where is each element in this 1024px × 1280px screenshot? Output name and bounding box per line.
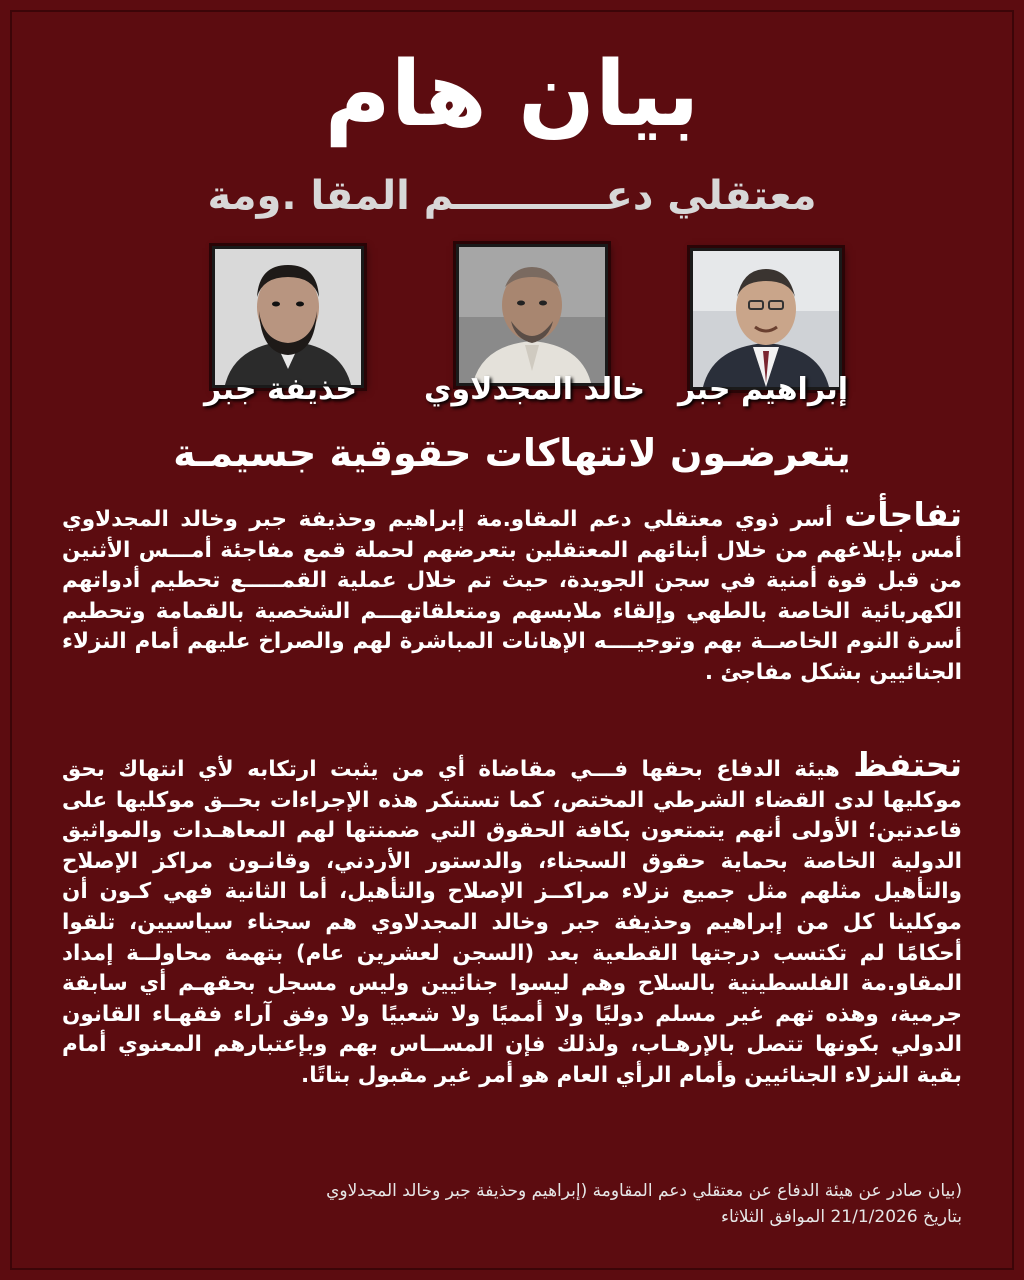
paragraph-2 xyxy=(62,745,962,1092)
photo-ibrahim-jabr xyxy=(690,248,842,390)
page-subtitle: معتقلي دعـــــــــــم المقا .ومة xyxy=(207,173,817,219)
paragraph-1 xyxy=(62,495,962,689)
headline: يتعرضـون لانتهاكات حقوقية جسيمـة xyxy=(173,431,851,475)
paragraph-1-lead-word: تفاجأت xyxy=(844,495,962,534)
person-name-ibrahim: إبراهيم جبر xyxy=(678,372,849,407)
paragraph-1-text: أسر ذوي معتقلي دعم المقاو.مة إبراهيم وحذيفة جبر وخالد المجدلاوي أمس بإبلاغهم من خلال أبنائهم المعتقلين بتعرضهم لحملة قمع مفاجئة أمـــس الأثنين من قبل قوة أمنية في سجن الجويدة، حيث تم خلال عملية القمـــــع تحطيم أدواتهم الكهربائية الخاصة بالطهي وإلقاء ملابسهم ومتعلقاتهـــم الشخصية بالقمامة وتحطيم أسرة النوم الخاصــة بهم وتوجيــــه الإهانات المباشرة لهم والصراخ عليهم أمام النزلاء الجنائيين بشكل مفاجئ . xyxy=(62,507,962,685)
footer-note xyxy=(62,1178,962,1230)
person-name-khaled: خالد المجدلاوي xyxy=(424,372,646,407)
photo-khaled-majdalawi xyxy=(456,244,608,386)
footer-line-2: بتاريخ 21/1/2026 الموافق الثلاثاء xyxy=(721,1207,962,1227)
page-title: بيان هام xyxy=(324,42,700,147)
paragraph-2-lead-word: تحتفظ xyxy=(853,745,962,784)
person-name-hudhaifa: حذيفة جبر xyxy=(204,372,357,407)
paragraph-2-text: هيئة الدفاع بحقها فـــي مقاضاة أي من يثبت ارتكابه لأي انتهاك بحق موكليها لدى القضاء الشرطي المختص، كما تستنكر هذه الإجراءات بحــق موكليها على قاعدتين؛ الأولى أنهم يتمتعون بكافة الحقوق التي ضمنتها لهم المعاهـدات والمواثيق الدولية الخاصة بحماية حقوق السجناء، والدستور الأردني، وقانـون مراكز الإصلاح والتأهيل مثلهم مثل جميع نزلاء مراكــز الإصلاح والتأهيل، أما الثانية فهي كـون أن موكلينا كل من إبراهيم وحذيفة جبر وخالد المجدلاوي هم سجناء سياسيين، تلقوا أحكامًا لم تكتسب درجتها القطعية بعد (السجن لعشرين عام) بتهمة محاولــة إمداد المقاو.مة الفلسطينية بالسلاح وهم ليسوا جنائيين وليس مسجل بحقهـم أي سابقة جرمية، وهذه تهم غير مسلم دوليًا ولا أمميًا ولا شعبيًا ولا وفق آراء فقهـاء القانون الدولي بكونها تتصل بالإرهـاب، ولذلك فإن المســاس بهم وبإعتبارهم المعنوي أمام بقية النزلاء الجنائيين وأمام الرأي العام هو أمر غير مقبول بتاتًا. xyxy=(62,757,962,1088)
photo-hudhaifa-jabr xyxy=(212,246,364,388)
footer-line-1: (بيان صادر عن هيئة الدفاع عن معتقلي دعم المقاومة (إبراهيم وحذيفة جبر وخالد المجدلاوي xyxy=(326,1181,962,1201)
